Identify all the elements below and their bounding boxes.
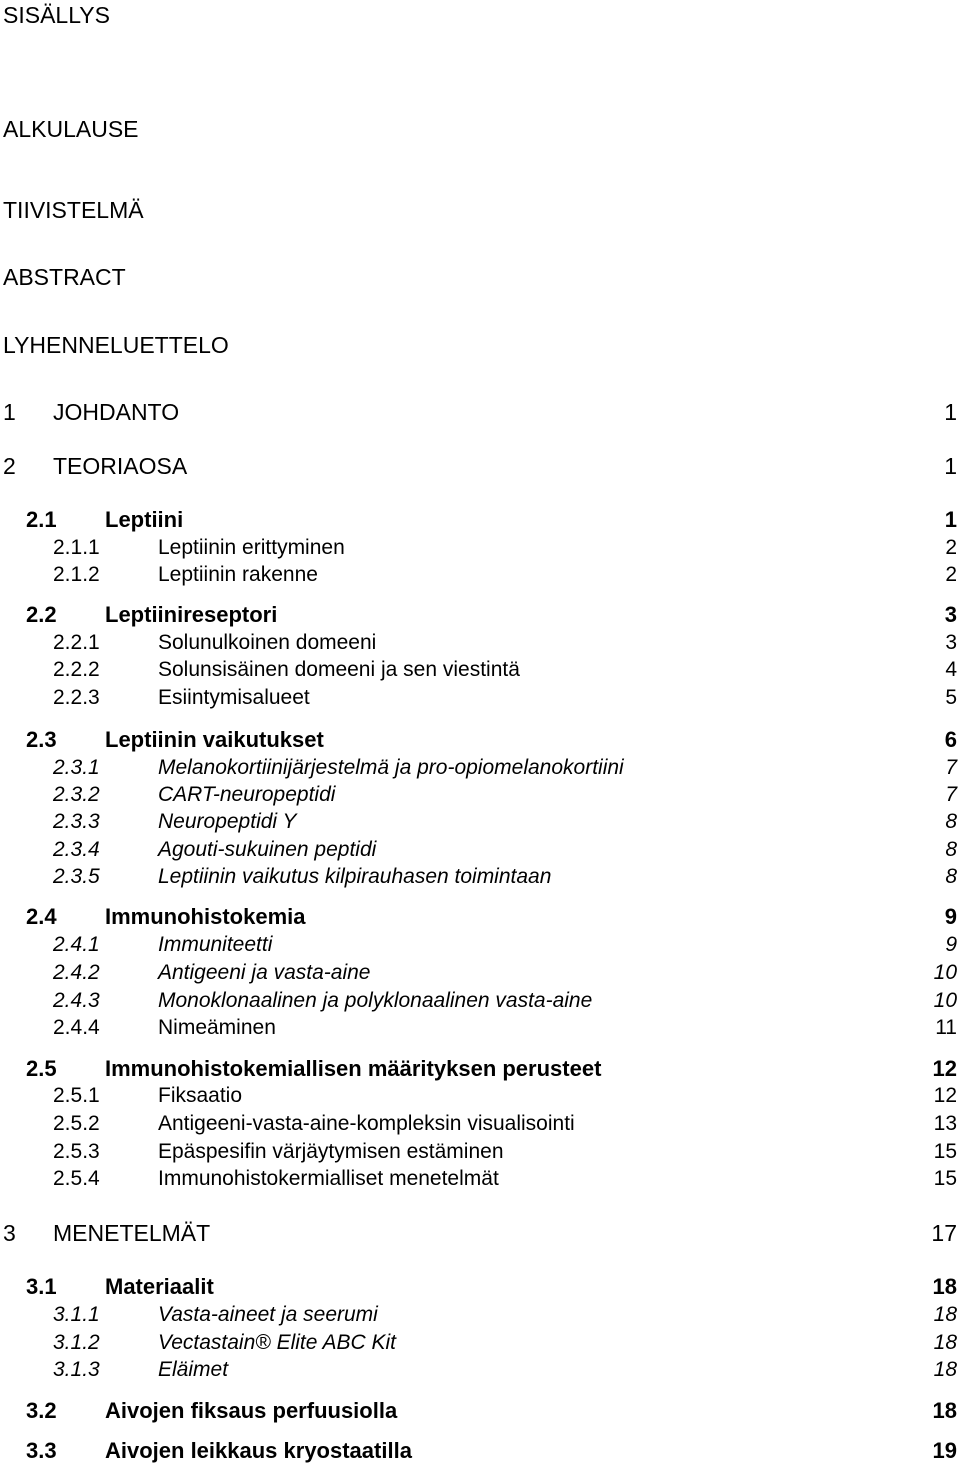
entry-page: 12 xyxy=(932,1056,957,1081)
entry-page: 15 xyxy=(933,1140,957,1163)
entry-page: 2 xyxy=(945,563,957,586)
toc-entry[interactable] xyxy=(0,960,960,986)
entry-title: Melanokortiinijärjestelmä ja pro-opiomelanokortiini xyxy=(158,756,624,779)
entry-title: Immunohistokemiallisen määrityksen perusteet xyxy=(105,1056,602,1081)
entry-number: 2.3.4 xyxy=(53,838,100,861)
entry-page: 7 xyxy=(945,783,957,806)
entry-number: 2.5 xyxy=(26,1056,57,1081)
entry-number: 2.4.4 xyxy=(53,1016,100,1039)
entry-page: 1 xyxy=(944,507,957,532)
toc-entry[interactable] xyxy=(0,1220,960,1246)
entry-title: Esiintymisalueet xyxy=(158,686,310,709)
entry-page: 15 xyxy=(933,1167,957,1190)
entry-title: Immunohistokemia xyxy=(105,904,306,929)
entry-title: Fiksaatio xyxy=(158,1084,243,1107)
entry-number: 2.2 xyxy=(26,602,57,627)
entry-page: 1 xyxy=(944,399,957,425)
entry-number: 2.3.2 xyxy=(53,783,100,806)
entry-title: Neuropeptidi Y xyxy=(158,810,297,833)
entry-number: 2.1.1 xyxy=(53,536,100,559)
toc-entry[interactable] xyxy=(0,507,960,533)
entry-number: 2.5.3 xyxy=(53,1140,100,1163)
entry-title: Immuniteetti xyxy=(158,933,273,956)
entry-number: 2.2.1 xyxy=(53,631,100,654)
entry-number: 2.4.1 xyxy=(53,933,100,956)
toc-entry[interactable] xyxy=(0,782,960,808)
entry-page: 5 xyxy=(945,686,957,709)
entry-title: JOHDANTO xyxy=(53,399,180,425)
front-matter-tiivistelma[interactable]: TIIVISTELMÄ xyxy=(3,197,144,223)
toc-entry[interactable] xyxy=(0,1438,960,1464)
entry-title: Nimeäminen xyxy=(158,1016,276,1039)
entry-title: Epäspesifin värjäytymisen estäminen xyxy=(158,1140,504,1163)
entry-number: 2.3.5 xyxy=(53,865,100,888)
toc-entry[interactable] xyxy=(0,727,960,753)
entry-number: 2.4.3 xyxy=(53,989,100,1012)
entry-number: 2.3 xyxy=(26,727,57,752)
toc-entry[interactable] xyxy=(0,535,960,561)
front-matter-abstract[interactable]: ABSTRACT xyxy=(3,264,126,290)
toc-heading: SISÄLLYS xyxy=(3,2,110,28)
toc-entry[interactable] xyxy=(0,864,960,890)
entry-number: 3 xyxy=(3,1220,16,1246)
entry-number: 2 xyxy=(3,453,16,479)
entry-number: 3.1.1 xyxy=(53,1303,100,1326)
entry-number: 2.3.3 xyxy=(53,810,100,833)
entry-number: 3.3 xyxy=(26,1438,57,1463)
entry-page: 1 xyxy=(944,453,957,479)
entry-page: 4 xyxy=(945,658,957,681)
toc-entry[interactable] xyxy=(0,1056,960,1082)
toc-entry[interactable] xyxy=(0,1083,960,1109)
entry-page: 8 xyxy=(945,838,957,861)
entry-title: MENETELMÄT xyxy=(53,1220,211,1246)
entry-title: Leptiinin vaikutus kilpirauhasen toimintaan xyxy=(158,865,552,888)
entry-number: 2.1.2 xyxy=(53,563,100,586)
entry-page: 18 xyxy=(932,1274,957,1299)
entry-page: 10 xyxy=(933,961,957,984)
toc-entry[interactable] xyxy=(0,1302,960,1328)
entry-number: 3.1 xyxy=(26,1274,57,1299)
entry-title: Leptiinin rakenne xyxy=(158,563,318,586)
toc-entry[interactable] xyxy=(0,809,960,835)
entry-page: 9 xyxy=(944,904,957,929)
entry-page: 17 xyxy=(931,1220,957,1246)
toc-entry[interactable] xyxy=(0,1398,960,1424)
entry-title: Leptiinin vaikutukset xyxy=(105,727,324,752)
entry-page: 11 xyxy=(935,1016,957,1039)
entry-page: 8 xyxy=(945,810,957,833)
entry-title: Solunsisäinen domeeni ja sen viestintä xyxy=(158,658,520,681)
toc-entry[interactable] xyxy=(0,562,960,588)
entry-number: 2.2.3 xyxy=(53,686,100,709)
entry-number: 2.1 xyxy=(26,507,57,532)
toc-entry[interactable] xyxy=(0,399,960,425)
entry-page: 13 xyxy=(933,1112,957,1135)
toc-entry[interactable] xyxy=(0,602,960,628)
entry-page: 19 xyxy=(932,1438,957,1463)
entry-page: 6 xyxy=(944,727,957,752)
entry-number: 2.5.1 xyxy=(53,1084,100,1107)
entry-page: 18 xyxy=(933,1331,957,1354)
entry-number: 2.4 xyxy=(26,904,57,929)
entry-number: 2.5.2 xyxy=(53,1112,100,1135)
entry-title: Leptiinin erittyminen xyxy=(158,536,345,559)
toc-entry[interactable] xyxy=(0,1274,960,1300)
entry-page: 18 xyxy=(933,1303,957,1326)
entry-title: Aivojen fiksaus perfuusiolla xyxy=(105,1398,398,1423)
entry-title: Solunulkoinen domeeni xyxy=(158,631,377,654)
toc-entry[interactable] xyxy=(0,904,960,930)
entry-number: 3.1.2 xyxy=(53,1331,100,1354)
entry-title: Materiaalit xyxy=(105,1274,214,1299)
toc-entry[interactable] xyxy=(0,1139,960,1165)
toc-entry[interactable] xyxy=(0,1111,960,1137)
entry-number: 2.2.2 xyxy=(53,658,100,681)
toc-entry[interactable] xyxy=(0,630,960,656)
toc-entry[interactable] xyxy=(0,1015,960,1041)
entry-title: Antigeeni-vasta-aine-kompleksin visualisointi xyxy=(158,1112,575,1135)
entry-number: 2.5.4 xyxy=(53,1167,100,1190)
entry-title: Vectastain® Elite ABC Kit xyxy=(158,1331,397,1354)
entry-page: 18 xyxy=(932,1398,957,1423)
entry-number: 2.4.2 xyxy=(53,961,100,984)
toc-entry[interactable] xyxy=(0,755,960,781)
entry-title: CART-neuropeptidi xyxy=(158,783,336,806)
entry-title: Agouti-sukuinen peptidi xyxy=(158,838,377,861)
entry-title: Leptiinireseptori xyxy=(105,602,278,627)
entry-title: Eläimet xyxy=(158,1358,229,1381)
entry-page: 10 xyxy=(933,989,957,1012)
entry-page: 9 xyxy=(945,933,957,956)
toc-entry[interactable] xyxy=(0,988,960,1014)
entry-title: Monoklonaalinen ja polyklonaalinen vasta-aine xyxy=(158,989,593,1012)
entry-page: 8 xyxy=(945,865,957,888)
toc-entry[interactable] xyxy=(0,837,960,863)
toc-entry[interactable] xyxy=(0,932,960,958)
entry-page: 12 xyxy=(933,1084,957,1107)
entry-number: 2.3.1 xyxy=(53,756,100,779)
entry-page: 7 xyxy=(945,756,957,779)
toc-entry[interactable] xyxy=(0,657,960,683)
toc-entry[interactable] xyxy=(0,453,960,479)
entry-page: 18 xyxy=(933,1358,957,1381)
toc-entry[interactable] xyxy=(0,1166,960,1192)
entry-page: 3 xyxy=(945,631,957,654)
entry-title: Immunohistokermialliset menetelmät xyxy=(158,1167,499,1190)
entry-title: Antigeeni ja vasta-aine xyxy=(158,961,371,984)
entry-page: 3 xyxy=(944,602,957,627)
entry-title: Leptiini xyxy=(105,507,184,532)
toc-entry[interactable] xyxy=(0,1357,960,1383)
toc-entry[interactable] xyxy=(0,1330,960,1356)
entry-title: Aivojen leikkaus kryostaatilla xyxy=(105,1438,412,1463)
front-matter-alkulause[interactable]: ALKULAUSE xyxy=(3,116,139,142)
entry-number: 3.1.3 xyxy=(53,1358,100,1381)
toc-entry[interactable] xyxy=(0,685,960,711)
front-matter-lyhenneluettelo[interactable]: LYHENNELUETTELO xyxy=(3,332,229,358)
entry-title: Vasta-aineet ja seerumi xyxy=(158,1303,378,1326)
entry-page: 2 xyxy=(945,536,957,559)
entry-number: 3.2 xyxy=(26,1398,57,1423)
entry-title: TEORIAOSA xyxy=(53,453,188,479)
entry-number: 1 xyxy=(3,399,16,425)
